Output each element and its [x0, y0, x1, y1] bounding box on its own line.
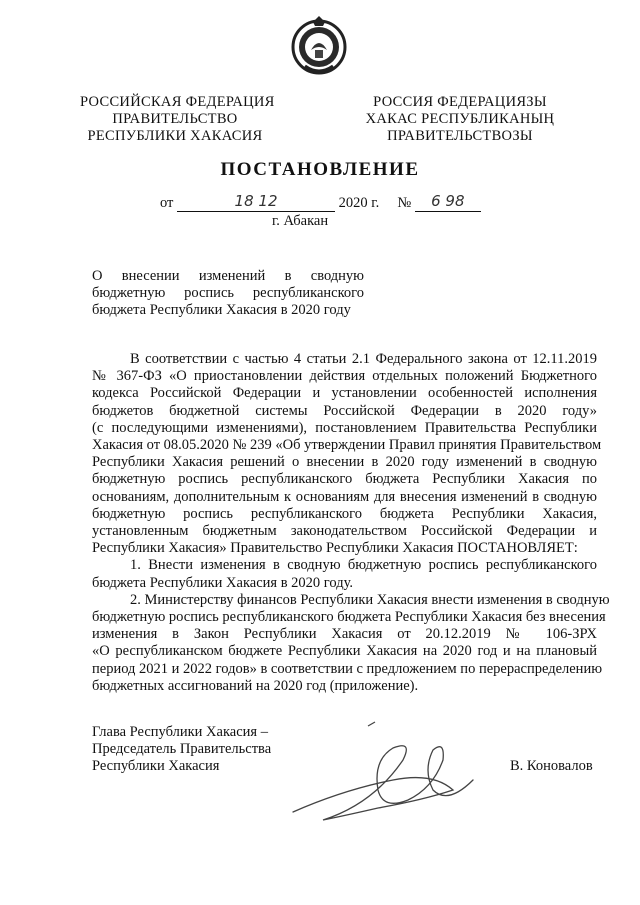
document-body — [92, 351, 610, 695]
body-line: бюджетную роспись республиканского бюджета Республики Хакасия без внесения — [92, 609, 606, 626]
body-line: установленным бюджетным законодательством Российской Федерации и — [92, 523, 597, 540]
body-line: № 367-ФЗ «О приостановлении действия отдельных положений Бюджетного — [92, 368, 597, 385]
issuer-block-khakas — [360, 94, 560, 145]
year-text: 2020 г. — [338, 195, 380, 211]
body-line: бюджетных ассигнований на 2020 год (приложение). — [92, 677, 419, 694]
date-prefix: от — [160, 195, 174, 211]
body-line: 2. Министерству финансов Республики Хакасия внести изменения в сводную — [130, 591, 610, 608]
item-1-paragraph — [92, 557, 597, 591]
body-line: Республики Хакасия решений о внесении в 2020 году изменений в сводную — [92, 454, 597, 471]
issuer-line: ПРАВИТЕЛЬСТВО — [112, 111, 238, 127]
body-line: бюджетную роспись республиканского бюджета Республики Хакасия, — [92, 505, 597, 522]
signatory-title — [92, 724, 271, 775]
body-line: Хакасия от 08.05.2020 № 239 «Об утверждении Правил принятия Правительством — [92, 437, 602, 454]
subject-line: О внесении изменений в сводную — [92, 268, 364, 284]
issuer-line: ХАКАС РЕСПУБЛИКАНЫҢ — [365, 111, 555, 127]
issuer-line: РЕСПУБЛИКИ ХАКАСИЯ — [87, 128, 263, 144]
body-line: Республики Хакасия» Правительство Республики Хакасия ПОСТАНОВЛЯЕТ: — [92, 540, 578, 557]
body-line: период 2021 и 2022 годов» в соответствии с предложением по перераспределению — [92, 660, 603, 677]
city: г. Абакан — [272, 213, 329, 229]
signatory-title-line: Республики Хакасия — [92, 758, 220, 774]
body-line: основаниям, дополнительным к основаниям для внесения изменений в сводную — [92, 488, 597, 505]
document-type-title: ПОСТАНОВЛЕНИЕ — [220, 159, 420, 180]
signatory-title-line: Глава Республики Хакасия – — [92, 724, 268, 740]
body-line: (с последующими изменениями), постановлением Правительства Республики — [92, 419, 597, 436]
body-line: бюджетов бюджетной системы Российской Федерации в 2020 году» — [92, 402, 597, 419]
issuer-block-russian — [80, 94, 275, 145]
body-line: кодекса Российской Федерации и установлении особенностей исполнения — [92, 385, 597, 402]
body-line: бюджетную роспись республиканского бюджета Республики Хакасия по — [92, 471, 597, 488]
item-2-paragraph — [92, 591, 610, 695]
issuer-line: РОССИЯ ФЕДЕРАЦИЯЗЫ — [373, 94, 547, 110]
handwritten-number: 6 98 — [431, 192, 465, 210]
republic-khakassia-emblem-icon — [287, 14, 351, 78]
issuer-line: РОССИЙСКАЯ ФЕДЕРАЦИЯ — [80, 94, 275, 110]
number-field — [415, 192, 481, 212]
body-line: «О республиканском бюджете Республики Хакасия на 2020 год и на плановый — [92, 643, 597, 660]
body-line: изменения в Закон Республики Хакасия от 20.12.2019 № 106-ЗРХ — [92, 626, 597, 643]
handwritten-date: 18 12 — [234, 192, 278, 210]
signatory-title-line: Председатель Правительства — [92, 741, 272, 757]
signatory-name: В. Коновалов — [510, 758, 593, 774]
body-line: 1. Внести изменения в сводную бюджетную роспись республиканского — [130, 557, 597, 574]
issuer-line: ПРАВИТЕЛЬСТВОЗЫ — [387, 128, 533, 144]
handwritten-signature — [283, 720, 483, 830]
document-subject — [92, 268, 364, 319]
body-line: бюджета Республики Хакасия в 2020 году. — [92, 574, 354, 591]
date-number-line — [160, 192, 481, 212]
preamble-paragraph — [92, 351, 602, 557]
date-field — [177, 192, 335, 212]
subject-line: бюджетную роспись республиканского — [92, 285, 364, 301]
body-line: В соответствии с частью 4 статьи 2.1 Федерального закона от 12.11.2019 — [130, 351, 597, 367]
number-sign: № — [397, 195, 412, 211]
subject-line: бюджета Республики Хакасия в 2020 году — [92, 302, 351, 318]
